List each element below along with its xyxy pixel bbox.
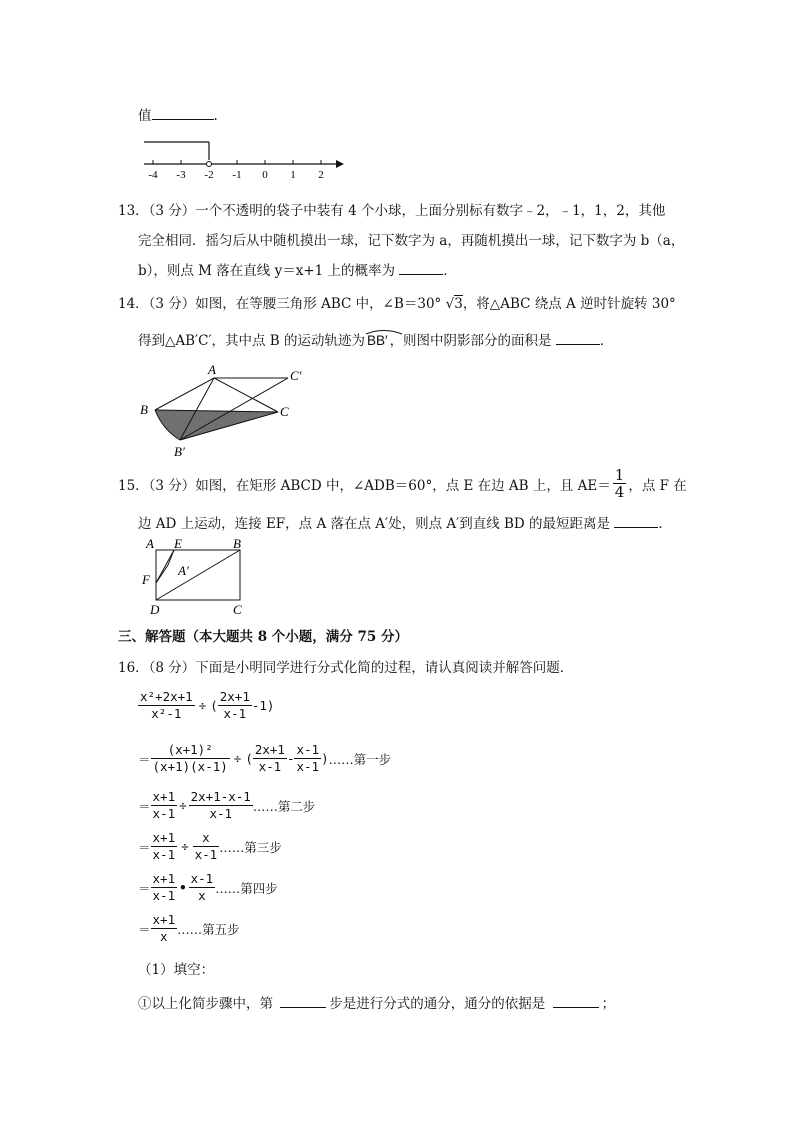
label-f: F [142, 572, 150, 587]
q16-item1a: ①以上化简步骤中，第 [138, 996, 273, 1012]
q14-line2b: ，则图中阴影部分的面积是 [389, 333, 552, 349]
paren: ( [245, 751, 253, 766]
denominator: x-1 [152, 888, 176, 903]
q15-line1b: ，点 F 在 [628, 477, 687, 494]
denominator: x-1 [152, 847, 176, 862]
fraction [189, 871, 216, 904]
q15-line2 [138, 512, 672, 532]
label-b-prime: B′ [174, 444, 185, 459]
axis-arrow [336, 160, 344, 168]
answer-blank [556, 332, 600, 345]
operator: • [179, 880, 187, 895]
q12-tail-text: 值 [138, 108, 152, 124]
label-a-prime: A′ [178, 563, 189, 578]
operator: ÷ [179, 798, 187, 813]
denominator: x-1 [152, 806, 176, 821]
label-a: A [208, 362, 216, 377]
number-line-figure [140, 138, 350, 182]
paren: ( [210, 698, 218, 713]
step-label: ……第五步 [177, 921, 240, 937]
q15-line2-text: 边 AD 上运动，连接 EF，点 A 落在点 A′处，则点 A′到直线 BD 的最短距离是 [138, 516, 611, 532]
label-d: D [150, 602, 160, 617]
denominator: x-1 [296, 759, 320, 774]
operator: ÷ [233, 751, 242, 766]
q14-line1b: ，将△ABC 绕点 A 逆时针旋转 30° [462, 296, 676, 312]
q13-line1: 13．（3 分）一个不透明的袋子中装有 4 个小球，上面分别标有数字﹣2，﹣1，1，2，其他 [118, 203, 666, 219]
fraction [151, 871, 178, 904]
numerator: x²+2x+1 [140, 689, 193, 704]
label-a: A [146, 536, 154, 551]
q14-line2a: 得到△AB′C′，其中点 B 的运动轨迹为 [138, 333, 366, 349]
tick-label: -1 [232, 169, 242, 181]
denominator: x-1 [258, 759, 282, 774]
q14-line1 [118, 292, 676, 312]
fraction [151, 912, 178, 945]
fraction [294, 742, 321, 775]
fraction [193, 830, 220, 863]
step-label: ……第一步 [328, 751, 392, 767]
numerator: 2x+1 [254, 742, 285, 757]
q16-intro: 16．（8 分）下面是小明同学进行分式化简的过程，请认真阅读并解答问题． [118, 660, 574, 676]
equals-sign: ＝ [138, 839, 151, 855]
operator: - [286, 751, 295, 766]
tick-label: -3 [176, 169, 186, 181]
numerator: x-1 [190, 871, 214, 886]
answer-blank [553, 995, 599, 1008]
q13-line3-text: b），则点 M 落在直线 y＝x+1 上的概率为 [138, 263, 396, 279]
q13-line2: 完全相同．摇匀后从中随机摸出一球，记下数字为 a，再随机摸出一球，记下数字为 b（a， [138, 233, 685, 249]
denominator: x-1 [209, 806, 233, 821]
numerator: x+1 [152, 871, 176, 886]
numerator: x+1 [152, 912, 176, 927]
arc-symbol [365, 329, 403, 335]
arc-notation [365, 333, 390, 349]
step-label: ……第四步 [215, 880, 278, 896]
tick-label: 1 [290, 169, 296, 181]
equals-sign: ＝ [138, 751, 151, 767]
arc-label: BB′ [367, 333, 388, 348]
q16-item1c: ； [601, 996, 616, 1012]
operator: ÷ [181, 839, 189, 854]
label-c: C [280, 404, 289, 419]
denominator: x-1 [223, 706, 247, 721]
step-label: ……第三步 [219, 839, 282, 855]
q16-item1b: 步是进行分式的通分，通分的依据是 [329, 996, 546, 1012]
denominator: x²-1 [151, 706, 182, 721]
denominator: x [160, 929, 168, 944]
q16-item1 [138, 992, 615, 1012]
expr-tail: -1) [251, 698, 275, 713]
q14-line2 [138, 329, 613, 349]
numerator: x-1 [296, 742, 320, 757]
q14-period: ． [599, 333, 614, 349]
section-heading: 三、解答题（本大题共 8 个小题，满分 75 分） [118, 629, 408, 645]
numerator: x [193, 830, 220, 847]
tick-label: 2 [318, 169, 324, 181]
step-label: ……第二步 [252, 798, 316, 814]
fraction-denominator: 4 [614, 483, 625, 501]
fraction [138, 689, 195, 722]
sqrt-symbol: √ [445, 296, 455, 312]
fraction-one-quarter [613, 467, 627, 500]
label-c-prime: C′ [290, 368, 302, 383]
q16-step-row [138, 830, 282, 863]
sqrt-radicand: 3 [454, 296, 463, 312]
numerator: x+1 [152, 830, 176, 845]
q15-line1a: 15．（3 分）如图，在矩形 ABCD 中，∠ADB＝60°，点 E 在边 AB 上，且 AE＝ [118, 477, 611, 494]
q15-rectangle-figure [140, 535, 260, 617]
numerator: 2x+1-x-1 [190, 789, 251, 804]
open-endpoint [207, 162, 212, 167]
denominator: (x+1)(x-1) [152, 759, 228, 774]
numerator: x+1 [152, 789, 176, 804]
answer-blank [614, 515, 658, 528]
q12-period: . [213, 108, 218, 124]
fraction [253, 742, 287, 775]
q16-fill-heading: （1）填空： [138, 962, 215, 978]
numerator: 2x+1 [219, 689, 250, 704]
operator: ÷ [198, 698, 207, 713]
label-c: C [233, 602, 242, 617]
axis-ticks [153, 160, 321, 164]
q13-period: ． [443, 263, 457, 279]
q16-step-row [138, 912, 240, 945]
tick-label: 0 [262, 169, 268, 181]
q16-step-row [138, 871, 278, 904]
fraction [151, 789, 178, 822]
equals-sign: ＝ [138, 921, 151, 937]
answer-blank [399, 262, 443, 275]
tick-label: -4 [148, 169, 158, 181]
fraction [189, 789, 253, 822]
paren: ) [321, 751, 329, 766]
q16-expression-row [138, 689, 274, 722]
label-b: B [140, 402, 148, 417]
answer-blank [152, 107, 214, 120]
q14-line1a: 14．（3 分）如图，在等腰三角形 ABC 中，∠B＝30° [118, 296, 442, 312]
label-e: E [174, 536, 182, 551]
equals-sign: ＝ [138, 798, 151, 814]
denominator: x [198, 888, 206, 903]
q15-period: ． [658, 516, 672, 532]
q15-line1 [118, 467, 687, 500]
q12-tail [138, 104, 218, 124]
fraction [151, 742, 230, 775]
tick-label: -2 [204, 169, 214, 181]
equals-sign: ＝ [138, 880, 151, 896]
numerator: (x+1)² [151, 742, 230, 759]
fraction [218, 689, 252, 722]
fraction [151, 830, 178, 863]
q16-step-row [138, 742, 391, 775]
answer-blank [280, 995, 326, 1008]
q13-line3 [138, 259, 457, 279]
q14-rotation-figure [138, 362, 318, 462]
label-b: B [233, 536, 241, 551]
denominator: x-1 [194, 847, 218, 862]
q16-step-row [138, 789, 315, 822]
fraction-numerator: 1 [614, 466, 625, 484]
